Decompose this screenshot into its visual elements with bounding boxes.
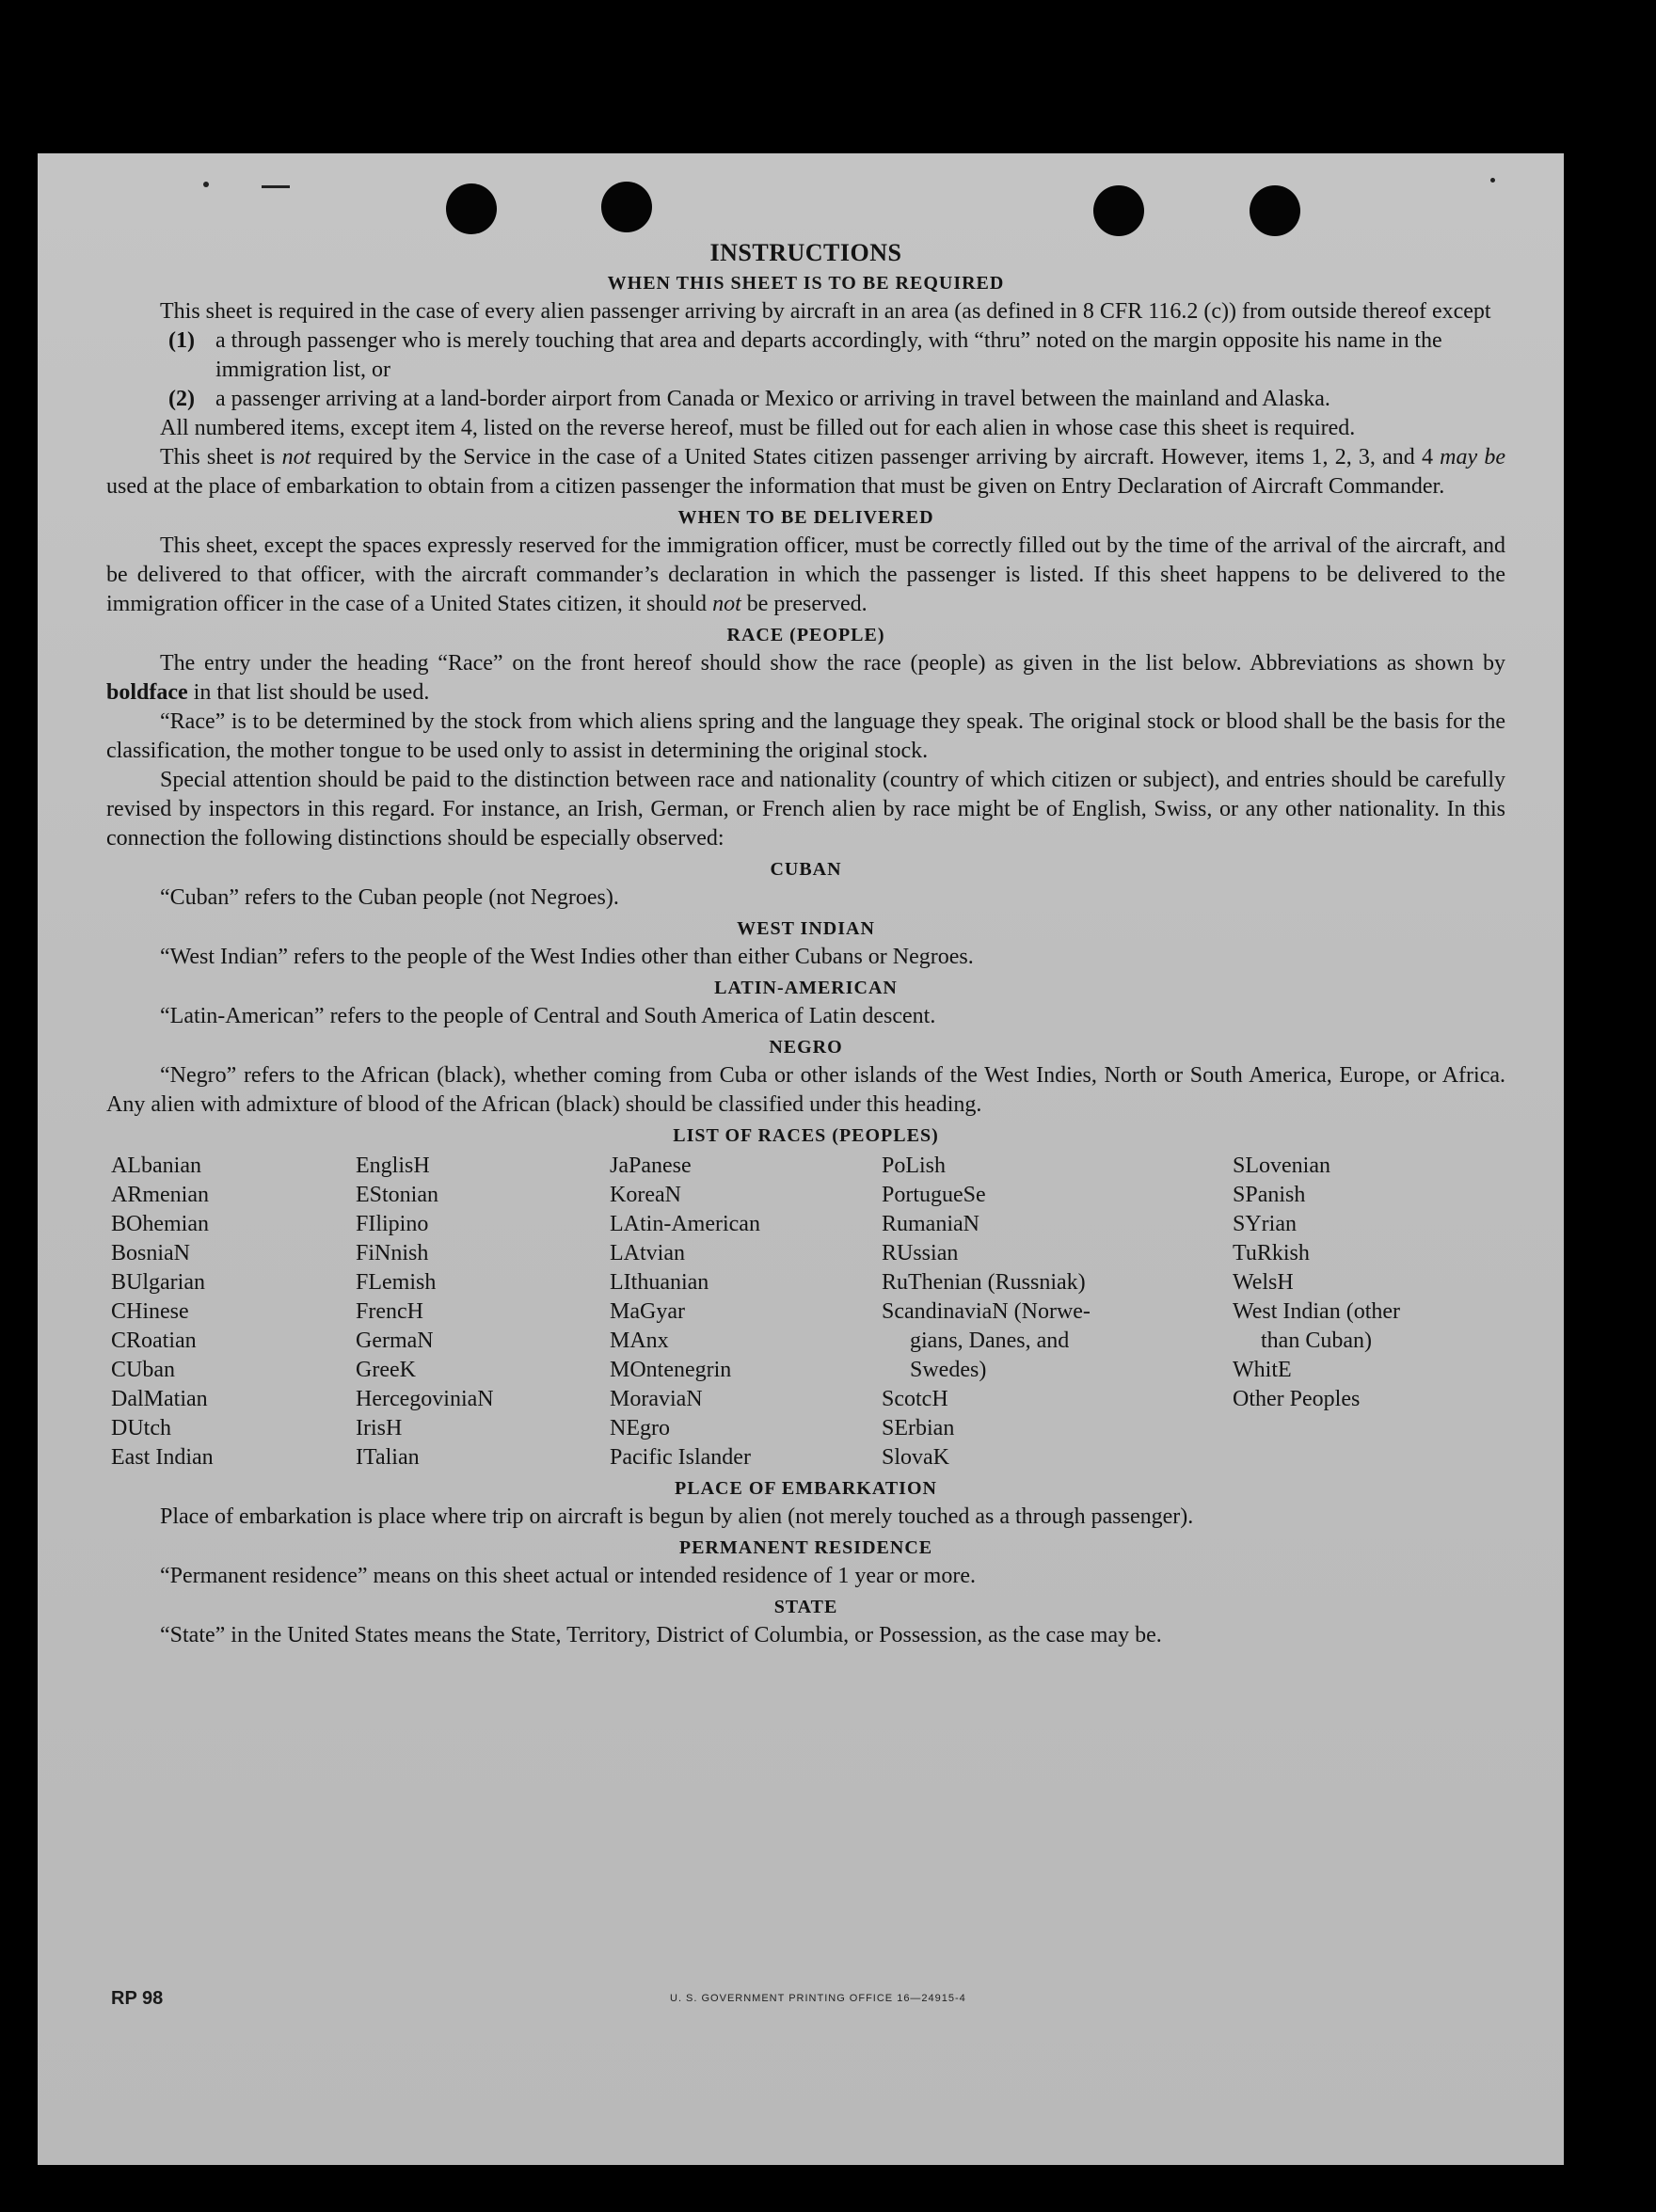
- race-paragraph-3: Special attention should be paid to the distinction between race and nationality (country of which citizen or subject), and entries should be carefully revised by inspectors in this regard. For instance, an Irish, German, or French alien by race might be of English, Swiss, or any other nationality. In this connection the following distinctions should be especially observed:: [106, 768, 1505, 851]
- races-column: [1233, 1152, 1477, 1472]
- document-sheet: [38, 153, 1564, 2165]
- latin-american-paragraph: “Latin-American” refers to the people of Central and South America of Latin descent.: [160, 1004, 936, 1028]
- embarkation-paragraph: Place of embarkation is place where trip on aircraft is begun by alien (not merely touched as a through passenger).: [160, 1504, 1194, 1529]
- page-title: INSTRUCTIONS: [709, 239, 902, 266]
- race-entry: SErbian: [882, 1416, 955, 1440]
- race-entry: SPanish: [1233, 1183, 1306, 1207]
- race-entry: RumaniaN: [882, 1212, 979, 1236]
- race-entry: Swedes): [910, 1358, 987, 1382]
- race-entry: BosniaN: [111, 1241, 190, 1265]
- required-paragraph-3: This sheet is not required by the Service in the case of a United States citizen passenger arriving by aircraft. However, items 1, 2, 3, and 4 may be used at the place of embarkation to obtain from a citizen passenger the information that must be given on Entry Declaration of Aircraft Commander.: [106, 445, 1506, 499]
- race-entry: HercegoviniaN: [356, 1387, 494, 1411]
- race-entry: SLovenian: [1233, 1154, 1330, 1178]
- punch-hole: [1093, 185, 1144, 236]
- race-entry: gians, Danes, and: [910, 1329, 1070, 1353]
- exception-item: [106, 326, 1505, 385]
- ink-speck: [1490, 178, 1495, 183]
- race-entry: Pacific Islander: [610, 1445, 751, 1470]
- race-entry: PoLish: [882, 1154, 947, 1178]
- race-entry: ALbanian: [111, 1154, 201, 1178]
- negro-paragraph: “Negro” refers to the African (black), whether coming from Cuba or other islands of the West Indies, North or South America, Europe, or Africa. Any alien with admixture of blood of the African (black) should be classified under this heading.: [106, 1063, 1505, 1117]
- race-entry: BUlgarian: [111, 1270, 205, 1295]
- race-entry: East Indian: [111, 1445, 214, 1470]
- race-entry: ScotcH: [882, 1387, 948, 1411]
- race-entry: PortugueSe: [882, 1183, 986, 1207]
- race-entry: FrencH: [356, 1299, 423, 1324]
- race-entry: than Cuban): [1261, 1329, 1372, 1353]
- race-entry: ARmenian: [111, 1183, 209, 1207]
- race-entry: LAtvian: [610, 1241, 685, 1265]
- races-column: [882, 1152, 1233, 1472]
- race-entry: DalMatian: [111, 1387, 208, 1411]
- race-entry: ITalian: [356, 1445, 420, 1470]
- section-heading-cuban: CUBAN: [770, 859, 842, 880]
- section-heading-latin-american: LATIN-AMERICAN: [714, 978, 898, 998]
- races-column: [111, 1152, 356, 1472]
- ink-speck: [262, 185, 290, 188]
- section-heading-state: STATE: [773, 1597, 838, 1617]
- required-intro: This sheet is required in the case of every alien passenger arriving by aircraft in an area (as defined in 8 CFR 116.2 (c)) from outside thereof except: [160, 299, 1491, 324]
- race-entry: CUban: [111, 1358, 175, 1382]
- section-heading-embarkation: PLACE OF EMBARKATION: [675, 1478, 937, 1499]
- race-entry: MOntenegrin: [610, 1358, 732, 1382]
- state-paragraph: “State” in the United States means the State, Territory, District of Columbia, or Possession, as the case may be.: [160, 1623, 1162, 1647]
- residence-paragraph: “Permanent residence” means on this sheet actual or intended residence of 1 year or more.: [160, 1564, 976, 1588]
- races-column: [610, 1152, 882, 1472]
- printer-imprint: U. S. GOVERNMENT PRINTING OFFICE 16—24915-4: [670, 1993, 966, 2004]
- race-paragraph-1: The entry under the heading “Race” on the front hereof should show the race (people) as given in the list below. Abbreviations as shown by boldface in that list should be used.: [106, 651, 1505, 705]
- punch-hole: [601, 182, 652, 232]
- race-entry: FiNnish: [356, 1241, 429, 1265]
- race-entry: EnglisH: [356, 1154, 430, 1178]
- exception-text: a passenger arriving at a land-border airport from Canada or Mexico or arriving in travel between the mainland and Alaska.: [215, 387, 1330, 411]
- punch-hole: [446, 183, 497, 234]
- delivered-paragraph: This sheet, except the spaces expressly reserved for the immigration officer, must be correctly filled out by the time of the arrival of the aircraft, and be delivered to that officer, with the aircraft commander’s declaration in which the passenger is listed. If this sheet happens to be delivered to the immigration officer in the case of a United States citizen, it should not be preserved.: [106, 533, 1505, 616]
- section-heading-west-indian: WEST INDIAN: [737, 918, 875, 939]
- section-heading-negro: NEGRO: [769, 1037, 843, 1058]
- section-heading-required: WHEN THIS SHEET IS TO BE REQUIRED: [607, 273, 1005, 294]
- section-heading-race: RACE (PEOPLE): [726, 625, 885, 645]
- race-entry: NEgro: [610, 1416, 670, 1440]
- race-entry: MoraviaN: [610, 1387, 703, 1411]
- race-entry: West Indian (other: [1233, 1299, 1401, 1324]
- race-entry: KoreaN: [610, 1183, 681, 1207]
- instructions-body: [106, 238, 1505, 1650]
- race-entry: BOhemian: [111, 1212, 209, 1236]
- section-heading-delivered: WHEN TO BE DELIVERED: [677, 507, 934, 528]
- race-entry: LAtin-American: [610, 1212, 760, 1236]
- exception-number: (2): [168, 387, 195, 411]
- race-entry: MAnx: [610, 1329, 669, 1353]
- race-entry: MaGyar: [610, 1299, 685, 1324]
- race-entry: IrisH: [356, 1416, 403, 1440]
- race-entry: GermaN: [356, 1329, 434, 1353]
- exception-item: [106, 385, 1505, 414]
- section-heading-list-of-races: LIST OF RACES (PEOPLES): [673, 1125, 939, 1146]
- race-entry: WhitE: [1233, 1358, 1292, 1382]
- west-indian-paragraph: “West Indian” refers to the people of the West Indies other than either Cubans or Negroes.: [160, 945, 974, 969]
- race-entry: ScandinaviaN (Norwe-: [882, 1299, 1091, 1324]
- race-entry: CRoatian: [111, 1329, 197, 1353]
- races-list: [111, 1152, 1505, 1472]
- exception-text: a through passenger who is merely touching that area and departs accordingly, with “thru” noted on the margin opposite his name in the immigration list, or: [215, 328, 1442, 382]
- race-entry: LIthuanian: [610, 1270, 709, 1295]
- race-entry: DUtch: [111, 1416, 171, 1440]
- race-entry: CHinese: [111, 1299, 189, 1324]
- races-column: [356, 1152, 610, 1472]
- race-entry: RuThenian (Russniak): [882, 1270, 1086, 1295]
- ink-speck: [203, 182, 209, 187]
- race-paragraph-2: “Race” is to be determined by the stock from which aliens spring and the language they speak. The original stock or blood shall be the basis for the classification, the mother tongue to be used only to assist in determining the original stock.: [106, 709, 1505, 763]
- race-entry: JaPanese: [610, 1154, 692, 1178]
- race-entry: GreeK: [356, 1358, 416, 1382]
- race-entry: RUssian: [882, 1241, 959, 1265]
- race-entry: Other Peoples: [1233, 1387, 1361, 1411]
- exception-number: (1): [168, 328, 195, 353]
- required-paragraph-2: All numbered items, except item 4, listed on the reverse hereof, must be filled out for each alien in whose case this sheet is required.: [160, 416, 1356, 440]
- cuban-paragraph: “Cuban” refers to the Cuban people (not Negroes).: [160, 885, 619, 910]
- race-entry: SYrian: [1233, 1212, 1297, 1236]
- punch-hole: [1250, 185, 1300, 236]
- race-entry: WelsH: [1233, 1270, 1294, 1295]
- form-number: RP 98: [111, 1988, 164, 2009]
- race-entry: FLemish: [356, 1270, 437, 1295]
- race-entry: EStonian: [356, 1183, 438, 1207]
- race-entry: SlovaK: [882, 1445, 949, 1470]
- race-entry: FIlipino: [356, 1212, 429, 1236]
- section-heading-residence: PERMANENT RESIDENCE: [678, 1537, 933, 1558]
- race-entry: TuRkish: [1233, 1241, 1310, 1265]
